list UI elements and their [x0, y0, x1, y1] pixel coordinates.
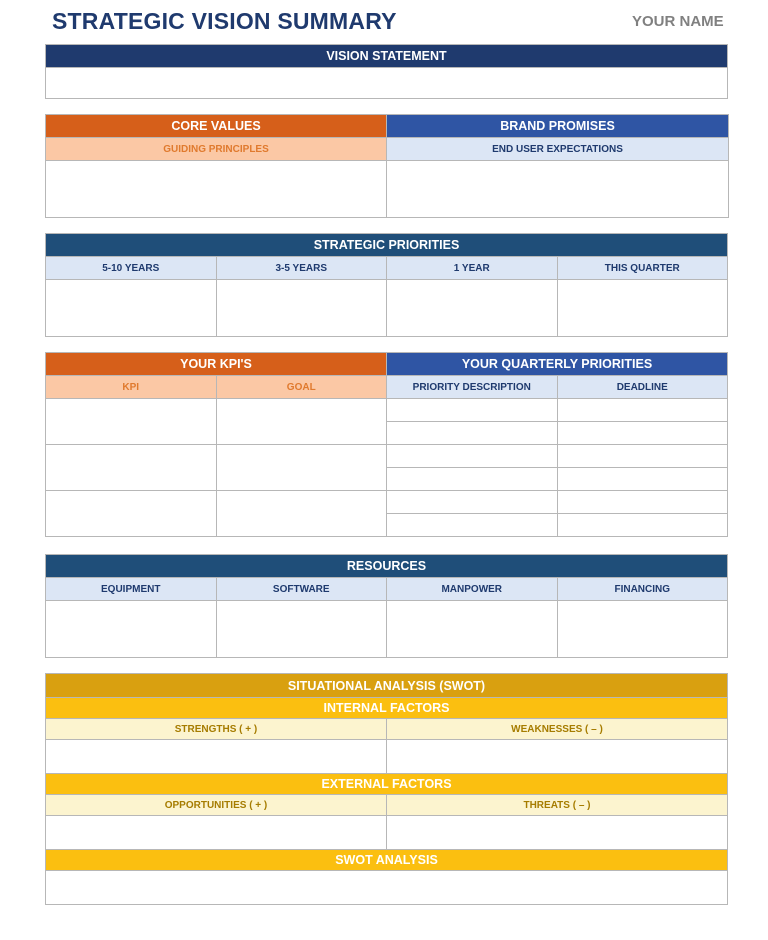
- kpi-cell[interactable]: [46, 491, 217, 537]
- resources-section: [45, 554, 728, 658]
- resources-cell-equipment[interactable]: [46, 601, 217, 658]
- priorities-cell-3-5-years[interactable]: [216, 280, 387, 337]
- external-factors-heading: EXTERNAL FACTORS: [46, 774, 728, 795]
- page-title: STRATEGIC VISION SUMMARY: [52, 8, 397, 34]
- resources-col-financing: FINANCING: [557, 578, 728, 601]
- resources-cell-financing[interactable]: [557, 601, 728, 658]
- priority-description-cell[interactable]: [387, 514, 558, 537]
- strengths-label: STRENGTHS ( + ): [46, 719, 387, 740]
- resources-cell-software[interactable]: [216, 601, 387, 658]
- resources-col-equipment: EQUIPMENT: [46, 578, 217, 601]
- priority-description-cell[interactable]: [387, 468, 558, 491]
- threats-label: THREATS ( – ): [387, 795, 728, 816]
- core-values-cell[interactable]: [46, 161, 387, 218]
- vision-statement-heading: VISION STATEMENT: [46, 45, 728, 68]
- priorities-cell-this-quarter[interactable]: [557, 280, 728, 337]
- priority-description-cell[interactable]: [387, 422, 558, 445]
- end-user-expectations-label: END USER EXPECTATIONS: [387, 138, 729, 161]
- vision-statement-cell[interactable]: [46, 68, 728, 99]
- priorities-col-this-quarter: THIS QUARTER: [557, 257, 728, 280]
- threats-cell[interactable]: [387, 816, 728, 850]
- vision-statement-section: [45, 44, 728, 99]
- resources-col-software: SOFTWARE: [216, 578, 387, 601]
- goal-cell[interactable]: [216, 491, 387, 537]
- kpi-cell[interactable]: [46, 399, 217, 445]
- priorities-cell-5-10-years[interactable]: [46, 280, 217, 337]
- kpi-section: [45, 352, 728, 537]
- internal-factors-heading: INTERNAL FACTORS: [46, 698, 728, 719]
- weaknesses-cell[interactable]: [387, 740, 728, 774]
- resources-col-manpower: MANPOWER: [387, 578, 558, 601]
- priority-description-cell[interactable]: [387, 491, 558, 514]
- swot-section: [45, 673, 728, 905]
- strategic-priorities-heading: STRATEGIC PRIORITIES: [46, 234, 728, 257]
- swot-heading: SITUATIONAL ANALYSIS (SWOT): [46, 674, 728, 698]
- deadline-cell[interactable]: [557, 468, 728, 491]
- strengths-cell[interactable]: [46, 740, 387, 774]
- your-name-field[interactable]: YOUR NAME: [632, 13, 724, 30]
- priorities-col-1-year: 1 YEAR: [387, 257, 558, 280]
- opportunities-cell[interactable]: [46, 816, 387, 850]
- swot-analysis-heading: SWOT ANALYSIS: [46, 850, 728, 871]
- goal-cell[interactable]: [216, 399, 387, 445]
- priority-description-cell[interactable]: [387, 445, 558, 468]
- deadline-cell[interactable]: [557, 491, 728, 514]
- priorities-cell-1-year[interactable]: [387, 280, 558, 337]
- swot-analysis-cell[interactable]: [46, 871, 728, 905]
- deadline-cell[interactable]: [557, 445, 728, 468]
- strategic-priorities-section: [45, 233, 728, 337]
- deadline-column-header: DEADLINE: [557, 376, 728, 399]
- brand-promises-heading: BRAND PROMISES: [387, 115, 729, 138]
- kpi-column-header: KPI: [46, 376, 217, 399]
- guiding-principles-label: GUIDING PRINCIPLES: [46, 138, 387, 161]
- resources-heading: RESOURCES: [46, 555, 728, 578]
- priorities-col-5-10-years: 5-10 YEARS: [46, 257, 217, 280]
- your-kpis-heading: YOUR KPI'S: [46, 353, 387, 376]
- quarterly-priorities-heading: YOUR QUARTERLY PRIORITIES: [387, 353, 728, 376]
- priority-description-cell[interactable]: [387, 399, 558, 422]
- priorities-col-3-5-years: 3-5 YEARS: [216, 257, 387, 280]
- deadline-cell[interactable]: [557, 399, 728, 422]
- weaknesses-label: WEAKNESSES ( – ): [387, 719, 728, 740]
- deadline-cell[interactable]: [557, 514, 728, 537]
- brand-promises-cell[interactable]: [387, 161, 729, 218]
- values-section: [45, 114, 729, 218]
- resources-cell-manpower[interactable]: [387, 601, 558, 658]
- core-values-heading: CORE VALUES: [46, 115, 387, 138]
- deadline-cell[interactable]: [557, 422, 728, 445]
- kpi-cell[interactable]: [46, 445, 217, 491]
- goal-column-header: GOAL: [216, 376, 387, 399]
- priority-description-column-header: PRIORITY DESCRIPTION: [387, 376, 558, 399]
- opportunities-label: OPPORTUNITIES ( + ): [46, 795, 387, 816]
- goal-cell[interactable]: [216, 445, 387, 491]
